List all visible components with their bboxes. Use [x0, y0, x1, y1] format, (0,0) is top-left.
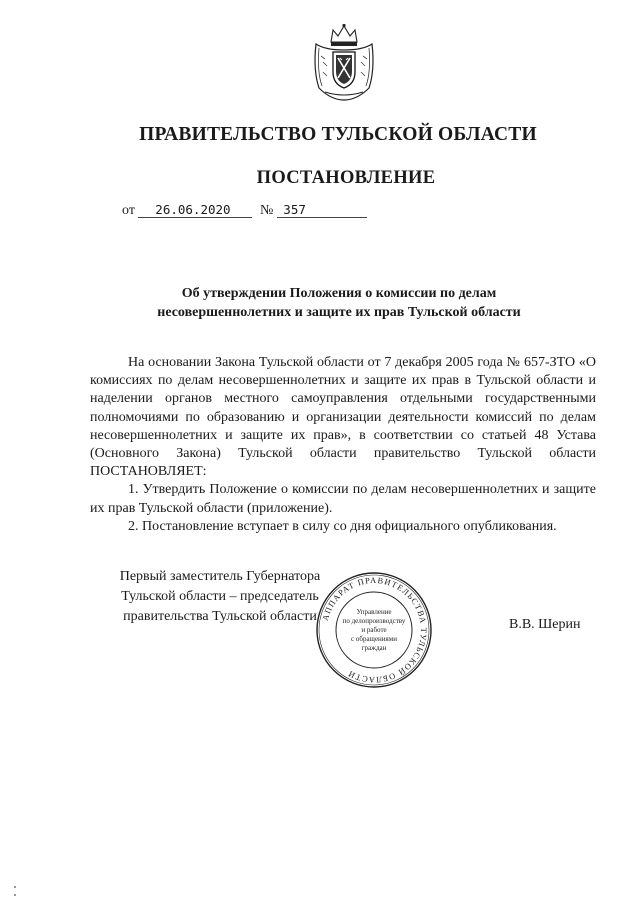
coat-of-arms-icon	[311, 22, 377, 102]
document-date: 26.06.2020	[138, 203, 252, 218]
preamble-paragraph: На основании Закона Тульской области от 7 декабря 2005 года № 657-ЗТО «О комиссиях по делам несовершеннолетних и защите их прав в Тульской области и наделении органов местного самоуправления отдельными государственными полномочиями по образованию и организации деятельности комиссий по делам несовершеннолетних и защите их прав», в соответствии со статьей 48 Устава (Основного Закона) Тульской области правительство Тульской области ПОСТАНОВЛЯЕТ:	[90, 355, 596, 480]
signature-title-line-1: Первый заместитель Губернатора	[119, 569, 321, 584]
document-body	[90, 354, 596, 536]
signer-name: В.В. Шерин	[509, 617, 581, 632]
svg-text:АППАРАТ ПРАВИТЕЛЬСТВА ТУЛЬСКОЙ: АППАРАТ ПРАВИТЕЛЬСТВА ТУЛЬСКОЙ ОБЛАСТИ	[320, 575, 429, 685]
item-1-paragraph: 1. Утвердить Положение о комиссии по делам несовершеннолетних и защите их прав Тульской области (приложение).	[90, 482, 596, 516]
svg-text:с обращениями: с обращениями	[351, 635, 397, 643]
scan-speck	[14, 886, 16, 888]
svg-text:граждан: граждан	[361, 644, 387, 652]
subject-line-1: Об утверждении Положения о комиссии по делам	[181, 286, 497, 301]
number-label: №	[259, 203, 274, 218]
item-2-paragraph: 2. Постановление вступает в силу со дня официального опубликования.	[128, 518, 557, 534]
official-stamp	[314, 570, 434, 690]
signature-block	[104, 567, 336, 627]
svg-text:Управление: Управление	[356, 608, 392, 616]
date-label: от	[122, 203, 135, 218]
svg-text:и работе: и работе	[361, 626, 387, 634]
signature-title-line-2: Тульской области – председатель	[121, 589, 319, 604]
document-subject	[0, 284, 640, 322]
government-title: ПРАВИТЕЛЬСТВО ТУЛЬСКОЙ ОБЛАСТИ	[139, 124, 537, 145]
scan-speck	[14, 894, 16, 896]
document-number: 357	[277, 203, 367, 218]
document-type: ПОСТАНОВЛЕНИЕ	[256, 168, 436, 188]
subject-line-2: несовершеннолетних и защите их прав Тульской области	[157, 305, 521, 320]
date-number-line	[122, 203, 367, 219]
signature-title-line-3: правительства Тульской области	[123, 609, 317, 624]
svg-text:по делопроизводству: по делопроизводству	[342, 617, 406, 625]
